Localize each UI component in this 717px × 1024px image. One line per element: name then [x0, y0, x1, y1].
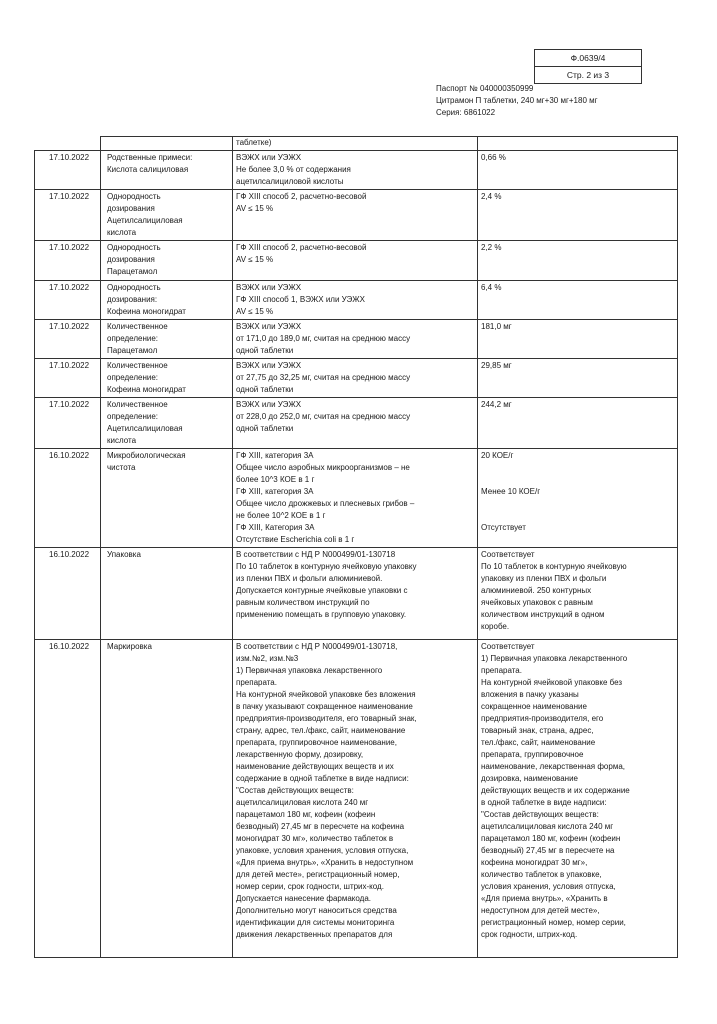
test-result-line: Отсутствует	[481, 523, 526, 532]
test-result-line: 181,0 мг	[481, 322, 512, 331]
test-norm-line: содержание в одной таблетке в виде надписи:	[236, 774, 409, 783]
test-result-line: безводный) 27,45 мг в пересчете на	[481, 846, 615, 855]
test-norm-line: препарата, группировочное наименование,	[236, 738, 397, 747]
test-norm-line: ВЭЖХ или УЭЖХ	[236, 361, 302, 370]
test-name-line: чистота	[107, 463, 136, 472]
test-norm-line: В соответствии с НД Р N000499/01-130718,	[236, 642, 398, 651]
test-result	[478, 190, 678, 241]
test-norm-line: По 10 таблеток в контурную ячейковую упаковку	[236, 562, 417, 571]
test-name-line: Ацетилсалициловая	[107, 424, 183, 433]
test-result-line: тел./факс, сайт, наименование	[481, 738, 596, 747]
test-norm	[233, 640, 478, 958]
test-name-line: Кофеина моногидрат	[107, 385, 186, 394]
test-name	[101, 640, 233, 958]
test-date: 17.10.2022	[35, 190, 101, 241]
test-norm	[233, 548, 478, 640]
test-result-line: коробе.	[481, 622, 510, 631]
test-result-line: Менее 10 КОЕ/г	[481, 487, 541, 496]
continuation-row	[35, 137, 678, 151]
test-result-line: 6,4 %	[481, 283, 502, 292]
test-name	[101, 398, 233, 449]
test-result-line: На контурной ячейковой упаковке без	[481, 678, 623, 687]
test-name-line: Микробиологическая	[107, 451, 186, 460]
test-norm	[233, 190, 478, 241]
test-result-line: ячейковых упаковок с равным	[481, 598, 593, 607]
test-norm-line: "Состав действующих веществ:	[236, 786, 354, 795]
test-name-line: Количественное	[107, 322, 168, 331]
test-date: 17.10.2022	[35, 359, 101, 398]
test-result-line: сокращенное наименование	[481, 702, 587, 711]
table-row	[35, 548, 678, 640]
test-name-line: Парацетамол	[107, 346, 158, 355]
test-norm-line: На контурной ячейковой упаковке без вложения	[236, 690, 416, 699]
test-norm-line: ГФ XIII, категория 3А	[236, 487, 314, 496]
test-norm-line: одной таблетки	[236, 385, 294, 394]
test-norm-line: из пленки ПВХ и фольги алюминиевой.	[236, 574, 383, 583]
test-norm	[233, 320, 478, 359]
test-norm-line: одной таблетки	[236, 424, 294, 433]
test-norm-line: ГФ XIII способ 2, расчетно-весовой	[236, 243, 367, 252]
test-result-line: 1) Первичная упаковка лекарственного	[481, 654, 628, 663]
test-result-line: алюминиевой. 250 контурных	[481, 586, 592, 595]
test-norm-line: лекарственную форму, дозировку,	[236, 750, 364, 759]
test-norm-line: идентификации для системы мониторинга	[236, 918, 395, 927]
test-name-line: Парацетамол	[107, 267, 158, 276]
test-name	[101, 151, 233, 190]
test-result	[478, 548, 678, 640]
product-name: Цитрамон П таблетки, 240 мг+30 мг+180 мг	[436, 96, 598, 105]
test-result-line: 29,85 мг	[481, 361, 512, 370]
test-norm-line: для детей месте», регистрационный номер,	[236, 870, 400, 879]
test-norm-line: изм.№2, изм.№3	[236, 654, 299, 663]
test-norm-line: AV ≤ 15 %	[236, 204, 274, 213]
test-norm-line: моногидрат 30 мг», количество таблеток в	[236, 834, 394, 843]
series-number: Серия: 6861022	[436, 108, 496, 117]
test-result-line: 0,66 %	[481, 153, 506, 162]
test-norm-line: безводный) 27,45 мг в пересчете на кофеина	[236, 822, 405, 831]
test-norm-line: ацетилсалициловой кислоты	[236, 177, 344, 186]
results-table	[34, 136, 678, 958]
test-result	[478, 320, 678, 359]
test-result	[478, 449, 678, 548]
test-date: 17.10.2022	[35, 241, 101, 281]
table-row	[35, 190, 678, 241]
test-result	[478, 359, 678, 398]
test-date: 16.10.2022	[35, 548, 101, 640]
test-name-line: Количественное	[107, 361, 168, 370]
test-norm-line: одной таблетки	[236, 346, 294, 355]
test-result-line: предприятия-производителя, его	[481, 714, 604, 723]
test-result-line: препарата.	[481, 666, 522, 675]
test-norm-line: AV ≤ 15 %	[236, 307, 274, 316]
table-row	[35, 398, 678, 449]
test-date: 17.10.2022	[35, 320, 101, 359]
test-name	[101, 281, 233, 320]
test-name-line: Ацетилсалициловая	[107, 216, 183, 225]
test-result-line: действующих веществ и их содержание	[481, 786, 630, 795]
continuation-text: таблетке)	[233, 137, 478, 151]
test-name-line: определение:	[107, 334, 159, 343]
test-norm-line: применению помещать в групповую упаковку.	[236, 610, 407, 619]
test-norm-line: ГФ XIII способ 1, ВЭЖХ или УЭЖХ	[236, 295, 365, 304]
test-norm-line: движения лекарственных препаратов для	[236, 930, 393, 939]
test-norm-line: ВЭЖХ или УЭЖХ	[236, 283, 302, 292]
test-name-line: кислота	[107, 228, 137, 237]
test-norm-line: Общее число аэробных микроорганизмов – не	[236, 463, 410, 472]
test-result-line: Соответствует	[481, 550, 535, 559]
test-result-line	[481, 462, 674, 474]
test-norm-line: В соответствии с НД Р N000499/01-130718	[236, 550, 396, 559]
table-row	[35, 241, 678, 281]
test-norm	[233, 151, 478, 190]
test-norm	[233, 398, 478, 449]
test-norm-line: предприятия-производителя, его товарный знак,	[236, 714, 417, 723]
test-norm-line: упаковке, условия хранения, условия отпуска,	[236, 846, 409, 855]
test-date: 17.10.2022	[35, 281, 101, 320]
test-name-line: кислота	[107, 436, 137, 445]
test-result-line: наименование, лекарственная форма,	[481, 762, 625, 771]
passport-number: Паспорт № 040000350999	[436, 84, 534, 93]
test-result-line	[481, 474, 674, 486]
table-row	[35, 320, 678, 359]
test-result-line: недоступном для детей месте»,	[481, 906, 600, 915]
test-name-line: Количественное	[107, 400, 168, 409]
test-date: 17.10.2022	[35, 398, 101, 449]
test-norm-line: парацетамол 180 мг, кофеин (кофеин	[236, 810, 376, 819]
test-result-line: упаковку из пленки ПВХ и фольги	[481, 574, 607, 583]
test-norm-line: наименование действующих веществ и их	[236, 762, 394, 771]
test-result-line: ацетилсалициловая кислота 240 мг	[481, 822, 614, 831]
test-date: 16.10.2022	[35, 449, 101, 548]
test-norm	[233, 241, 478, 281]
test-result-line: кофеина моногидрат 30 мг»,	[481, 858, 588, 867]
test-result-line: 2,2 %	[481, 243, 502, 252]
test-result-line	[481, 498, 674, 510]
table-row	[35, 359, 678, 398]
test-norm	[233, 359, 478, 398]
test-result-line: товарный знак, страна, адрес,	[481, 726, 594, 735]
test-norm-line: страну, адрес, тел./факс, сайт, наименование	[236, 726, 406, 735]
test-name	[101, 449, 233, 548]
test-result-line: условия хранения, условия отпуска,	[481, 882, 616, 891]
test-norm-line: 1) Первичная упаковка лекарственного	[236, 666, 383, 675]
test-name	[101, 190, 233, 241]
test-result	[478, 151, 678, 190]
test-result-line: парацетамол 180 мг, кофеин (кофеин	[481, 834, 621, 843]
results-table-body	[35, 137, 678, 958]
test-name-line: дозирования	[107, 204, 155, 213]
test-norm-line: ГФ XIII, категория 3А	[236, 451, 314, 460]
test-name-line: дозирования	[107, 255, 155, 264]
test-result-line: в одной таблетке в виде надписи:	[481, 798, 607, 807]
table-row	[35, 281, 678, 320]
table-row	[35, 151, 678, 190]
test-date: 16.10.2022	[35, 640, 101, 958]
test-norm-line: Допускается нанесение фармакода.	[236, 894, 372, 903]
test-norm-line: препарата.	[236, 678, 277, 687]
test-norm-line: ВЭЖХ или УЭЖХ	[236, 400, 302, 409]
test-result	[478, 281, 678, 320]
test-result-line: количеством инструкций в одном	[481, 610, 605, 619]
test-result-line: количество таблеток в упаковке,	[481, 870, 602, 879]
test-name-line: Кофеина моногидрат	[107, 307, 186, 316]
test-norm-line: от 228,0 до 252,0 мг, считая на среднюю массу	[236, 412, 411, 421]
test-norm-line: номер серии, срок годности, штрих-код.	[236, 882, 384, 891]
test-name-line: Однородность	[107, 192, 161, 201]
test-norm-line: Дополнительно могут наноситься средства	[236, 906, 397, 915]
test-result-line: срок годности, штрих-код.	[481, 930, 578, 939]
test-norm-line: ВЭЖХ или УЭЖХ	[236, 153, 302, 162]
test-norm-line: в пачку указывают сокращенное наименование	[236, 702, 413, 711]
test-name-line: Кислота салициловая	[107, 165, 189, 174]
test-norm-line: AV ≤ 15 %	[236, 255, 274, 264]
test-norm	[233, 449, 478, 548]
test-result	[478, 241, 678, 281]
test-norm-line: более 10^3 КОЕ в 1 г	[236, 475, 315, 484]
test-name-line: Маркировка	[107, 642, 152, 651]
table-row	[35, 640, 678, 958]
test-result-line: Соответствует	[481, 642, 535, 651]
test-norm-line: ГФ XIII способ 2, расчетно-весовой	[236, 192, 367, 201]
test-result-line: 244,2 мг	[481, 400, 512, 409]
test-norm-line: от 27,75 до 32,25 мг, считая на среднюю массу	[236, 373, 411, 382]
test-result-line: По 10 таблеток в контурную ячейковую	[481, 562, 627, 571]
test-name-line: определение:	[107, 412, 159, 421]
test-norm-line: не более 10^2 КОЕ в 1 г	[236, 511, 326, 520]
test-norm-line: Отсутствие Escherichia coli в 1 г	[236, 535, 355, 544]
test-norm-line: «Для приема внутрь», «Хранить в недоступном	[236, 858, 414, 867]
test-name-line: дозирования:	[107, 295, 158, 304]
test-name-line: определение:	[107, 373, 159, 382]
test-result	[478, 398, 678, 449]
test-result-line: вложения в пачку указаны	[481, 690, 579, 699]
test-norm	[233, 281, 478, 320]
document-header	[436, 83, 598, 119]
test-name	[101, 359, 233, 398]
test-result-line	[481, 510, 674, 522]
test-norm-line: Не более 3,0 % от содержания	[236, 165, 351, 174]
test-name-line: Упаковка	[107, 550, 141, 559]
test-name-line: Однородность	[107, 283, 161, 292]
test-name	[101, 241, 233, 281]
test-result-line: дозировка, наименование	[481, 774, 578, 783]
form-code: Ф.0639/4	[570, 53, 606, 63]
form-code-box	[534, 49, 642, 84]
test-result-line: "Состав действующих веществ:	[481, 810, 599, 819]
test-result-line: регистрационный номер, номер серии,	[481, 918, 626, 927]
page-number: Стр. 2 из 3	[535, 66, 641, 83]
test-norm-line: Допускается контурные ячейковые упаковки с	[236, 586, 408, 595]
test-result-line: «Для приема внутрь», «Хранить в	[481, 894, 608, 903]
test-norm-line: равным количеством инструкций по	[236, 598, 370, 607]
test-result-line: препарата, группировочное	[481, 750, 584, 759]
test-name-line: Родственные примеси:	[107, 153, 193, 162]
test-norm-line: Общее число дрожжевых и плесневых грибов –	[236, 499, 415, 508]
test-norm-line: ацетилсалициловая кислота 240 мг	[236, 798, 369, 807]
test-result-line: 20 КОЕ/г	[481, 451, 514, 460]
table-row	[35, 449, 678, 548]
test-result-line: 2,4 %	[481, 192, 502, 201]
test-norm-line: ВЭЖХ или УЭЖХ	[236, 322, 302, 331]
test-result	[478, 640, 678, 958]
test-norm-line: от 171,0 до 189,0 мг, считая на среднюю массу	[236, 334, 411, 343]
test-norm-line: ГФ XIII, Категория 3А	[236, 523, 315, 532]
test-name	[101, 320, 233, 359]
test-date: 17.10.2022	[35, 151, 101, 190]
test-name-line: Однородность	[107, 243, 161, 252]
test-name	[101, 548, 233, 640]
